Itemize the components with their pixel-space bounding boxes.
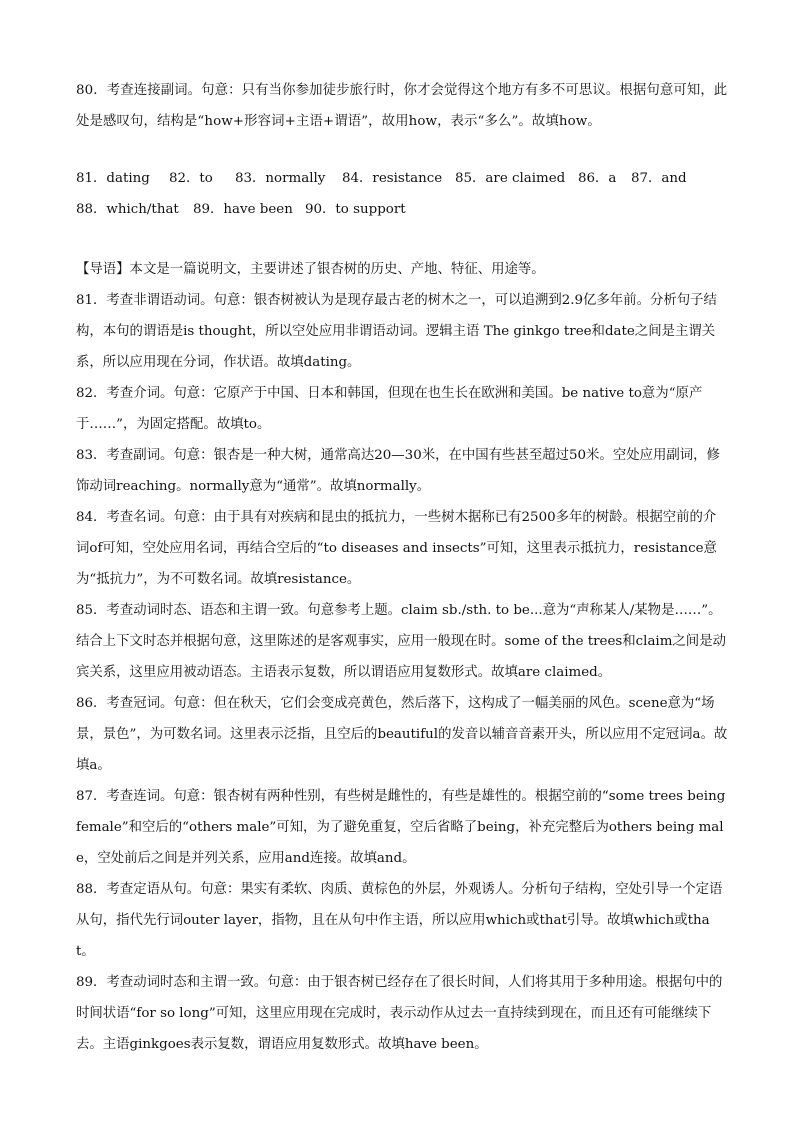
answer-84: 84．resistance <box>342 171 443 186</box>
explanation-82: 82．考查介词。句意：它原产于中国、日本和韩国，但现在也生长在欧洲和美国。be native to意为“原产于……”，为固定搭配。故填to。 <box>76 386 703 432</box>
explanation-83: 83．考查副词。句意：银杏是一种大树，通常高达20—30米，在中国有些甚至超过50米。空处应用副词，修饰动词reaching。normally意为“通常”。故填normally。 <box>76 448 720 494</box>
answer-86: 86．a <box>578 171 617 186</box>
analysis-section <box>76 254 728 1060</box>
explanation-81: 81．考查非谓语动词。句意：银杏树被认为是现存最古老的树木之一，可以追溯到2.9亿多年前。分析句子结构，本句的谓语是is thought，所以空处应用非谓语动词。逻辑主语 The ginkgo tree和date之间是主谓关系，所以应用现在分词，作状语。故填dating。 <box>76 293 717 370</box>
answer-81: 81．dating <box>76 171 150 186</box>
answer-key <box>76 163 728 225</box>
answer-83: 83．normally <box>235 171 326 186</box>
answer-85: 85．are claimed <box>455 171 566 186</box>
answer-90: 90．to support <box>305 202 406 217</box>
explanation-87: 87．考查连词。句意：银杏树有两种性别，有些树是雌性的，有些是雄性的。根据空前的“some trees being female”和空后的“others male”可知，为了避免重复，空后省略了being，补充完整后为others being male，空处前后之间是并列关系，应用and连接。故填and。 <box>76 789 726 866</box>
explanation-84: 84．考查名词。句意：由于具有对疾病和昆虫的抵抗力，一些树木据称已有2500多年的树龄。根据空前的介词of可知，空处应用名词，再结合空后的“to diseases and insects”可知，这里表示抵抗力，resistance意为“抵抗力”，为不可数名词。故填resistance。 <box>76 510 717 587</box>
explanation-89: 89．考查动词时态和主谓一致。句意：由于银杏树已经存在了很长时间，人们将其用于多种用途。根据句中的时间状语“for so long”可知，这里应用现在完成时，表示动作从过去一直持续到现在，而且还有可能继续下去。主语ginkgoes表示复数，谓语应用复数形式。故填have been。 <box>76 975 723 1052</box>
answer-row-1 <box>76 163 728 194</box>
explanation-85: 85．考查动词时态、语态和主谓一致。句意参考上题。claim sb./sth. to be...意为“声称某人/某物是……”。结合上下文时态并根据句意，这里陈述的是客观事实，应用一般现在时。some of the trees和claim之间是动宾关系，这里应用被动语态。主语表示复数，所以谓语应用复数形式。故填are claimed。 <box>76 603 726 680</box>
answer-89: 89．have been <box>193 202 293 217</box>
intro-paragraph: 【导语】本文是一篇说明文，主要讲述了银杏树的历史、产地、特征、用途等。 <box>76 262 545 277</box>
answer-87: 87．and <box>631 171 687 186</box>
explanation-86: 86．考查冠词。句意：但在秋天，它们会变成亮黄色，然后落下，这构成了一幅美丽的风色。scene意为“场景，景色”，为可数名词。这里表示泛指，且空后的beautiful的发音以辅音音素开头，所以应用不定冠词a。故填a。 <box>76 696 728 773</box>
answer-82: 82．to <box>169 171 213 186</box>
explanation-88: 88．考查定语从句。句意：果实有柔软、肉质、黄棕色的外层，外观诱人。分析句子结构，空处引导一个定语从句，指代先行词outer layer，指物，且在从句中作主语，所以应用which或that引导。故填which或that。 <box>76 882 723 959</box>
explanation-80: 80．考查连接副词。句意：只有当你参加徒步旅行时，你才会觉得这个地方有多不可思议。根据句意可知，此处是感叹句，结构是“how+形容词+主语+谓语”，故用how，表示“多么”。故填how。 <box>76 83 728 129</box>
answer-88: 88．which/that <box>76 202 179 217</box>
answer-row-2 <box>76 194 728 225</box>
